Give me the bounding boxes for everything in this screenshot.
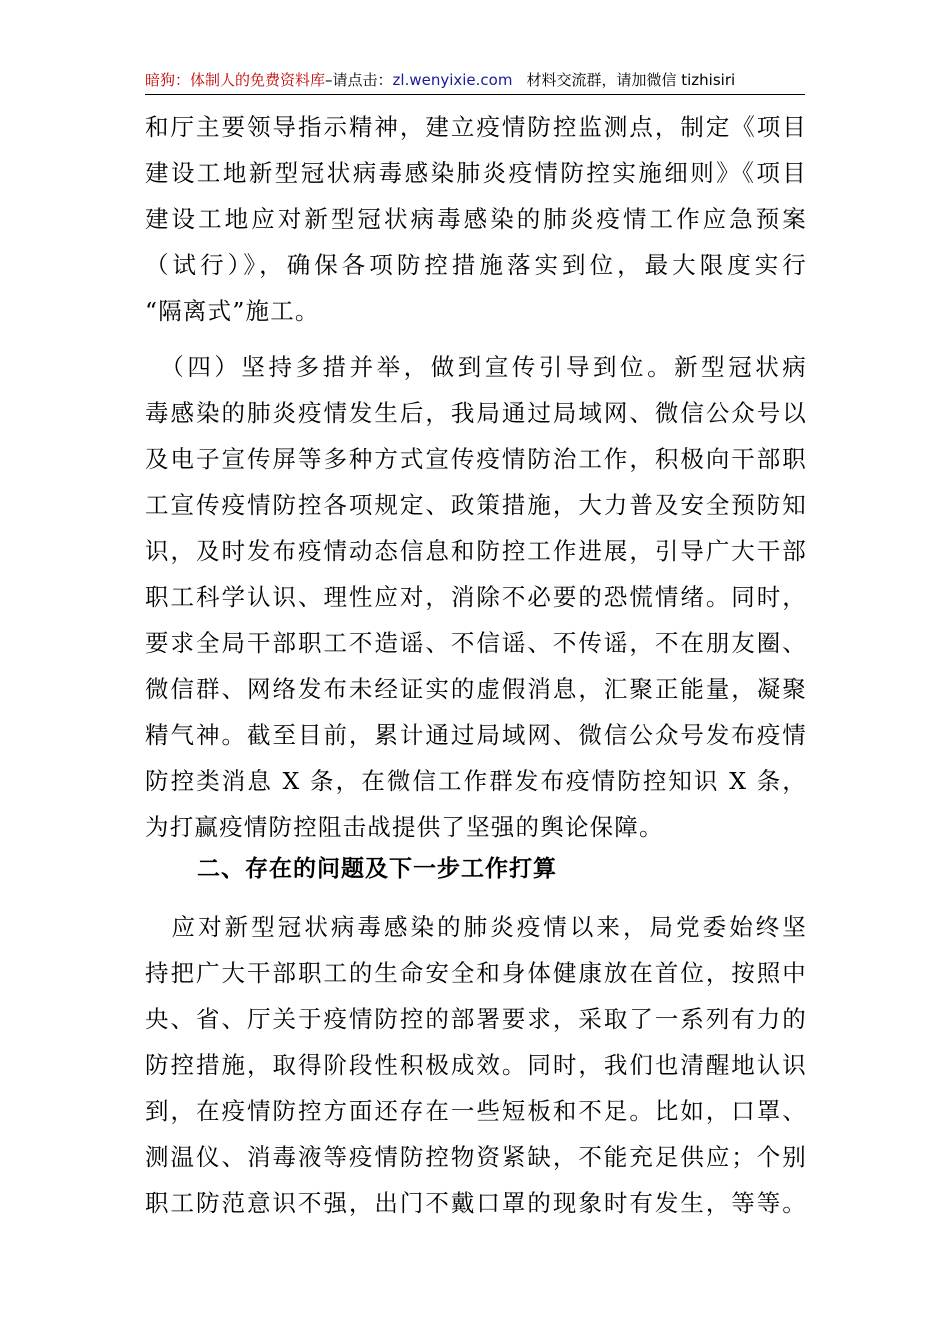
paragraph-line: 和厅主要领导指示精神，建立疫情防控监测点，制定《项目 bbox=[145, 113, 807, 141]
header-click-prompt: –请点击： bbox=[325, 71, 393, 89]
paragraph-line: 测温仪、消毒液等疫情防控物资紧缺，不能充足供应；个别 bbox=[145, 1143, 807, 1171]
paragraph-line: 持把广大干部职工的生命安全和身体健康放在首位，按照中 bbox=[145, 959, 807, 987]
paragraph-line: 毒感染的肺炎疫情发生后，我局通过局域网、微信公众号以 bbox=[145, 399, 807, 427]
paragraph-line: （试行）》，确保各项防控措施落实到位，最大限度实行 bbox=[145, 251, 807, 279]
paragraph-line: 识，及时发布疫情动态信息和防控工作进展，引导广大干部 bbox=[145, 537, 807, 565]
paragraph-line: 及电子宣传屏等多种方式宣传疫情防治工作，积极向干部职 bbox=[145, 445, 807, 473]
header-brand: 暗狗：体制人的免费资料库 bbox=[145, 71, 326, 89]
paragraph-line: 为打赢疫情防控阻击战提供了坚强的舆论保障。 bbox=[145, 813, 664, 841]
paragraph-line: 职工科学认识、理性应对，消除不必要的恐慌情绪。同时， bbox=[145, 583, 807, 611]
paragraph-line: 微信群、网络发布未经证实的虚假消息，汇聚正能量，凝聚 bbox=[145, 675, 807, 703]
paragraph-line: 防控类消息 X 条，在微信工作群发布疫情防控知识 X 条， bbox=[145, 767, 807, 795]
paragraph-1 bbox=[145, 104, 807, 334]
header-site-link[interactable]: zl.wenyixie.com bbox=[392, 71, 513, 89]
paragraph-line: 要求全局干部职工不造谣、不信谣、不传谣，不在朋友圈、 bbox=[145, 629, 807, 657]
header-group-note: 材料交流群，请加微信 tizhisiri bbox=[526, 71, 736, 89]
paragraph-line: 防控措施，取得阶段性积极成效。同时，我们也清醒地认识 bbox=[145, 1051, 807, 1079]
paragraph-line: 职工防范意识不强，出门不戴口罩的现象时有发生，等等。 bbox=[145, 1189, 807, 1217]
paragraph-line: 精气神。截至目前，累计通过局域网、微信公众号发布疫情 bbox=[145, 721, 807, 749]
paragraph-2 bbox=[145, 344, 807, 850]
paragraph-line: 工宣传疫情防控各项规定、政策措施，大力普及安全预防知 bbox=[145, 491, 807, 519]
paragraph-3 bbox=[145, 904, 807, 1226]
section-heading: 二、存在的问题及下一步工作打算 bbox=[197, 856, 557, 882]
paragraph-line: 到，在疫情防控方面还存在一些短板和不足。比如，口罩、 bbox=[145, 1097, 807, 1125]
paragraph-line: 央、省、厅关于疫情防控的部署要求，采取了一系列有力的 bbox=[145, 1005, 807, 1033]
watermark-header bbox=[145, 66, 805, 95]
paragraph-line: 应对新型冠状病毒感染的肺炎疫情以来，局党委始终坚 bbox=[145, 913, 807, 941]
paragraph-line: 建设工地应对新型冠状病毒感染的肺炎疫情工作应急预案 bbox=[145, 205, 807, 233]
paragraph-line: （四）坚持多措并举，做到宣传引导到位。新型冠状病 bbox=[145, 353, 807, 381]
paragraph-line: “隔离式”施工。 bbox=[145, 297, 320, 325]
paragraph-line: 建设工地新型冠状病毒感染肺炎疫情防控实施细则》《项目 bbox=[145, 159, 807, 187]
